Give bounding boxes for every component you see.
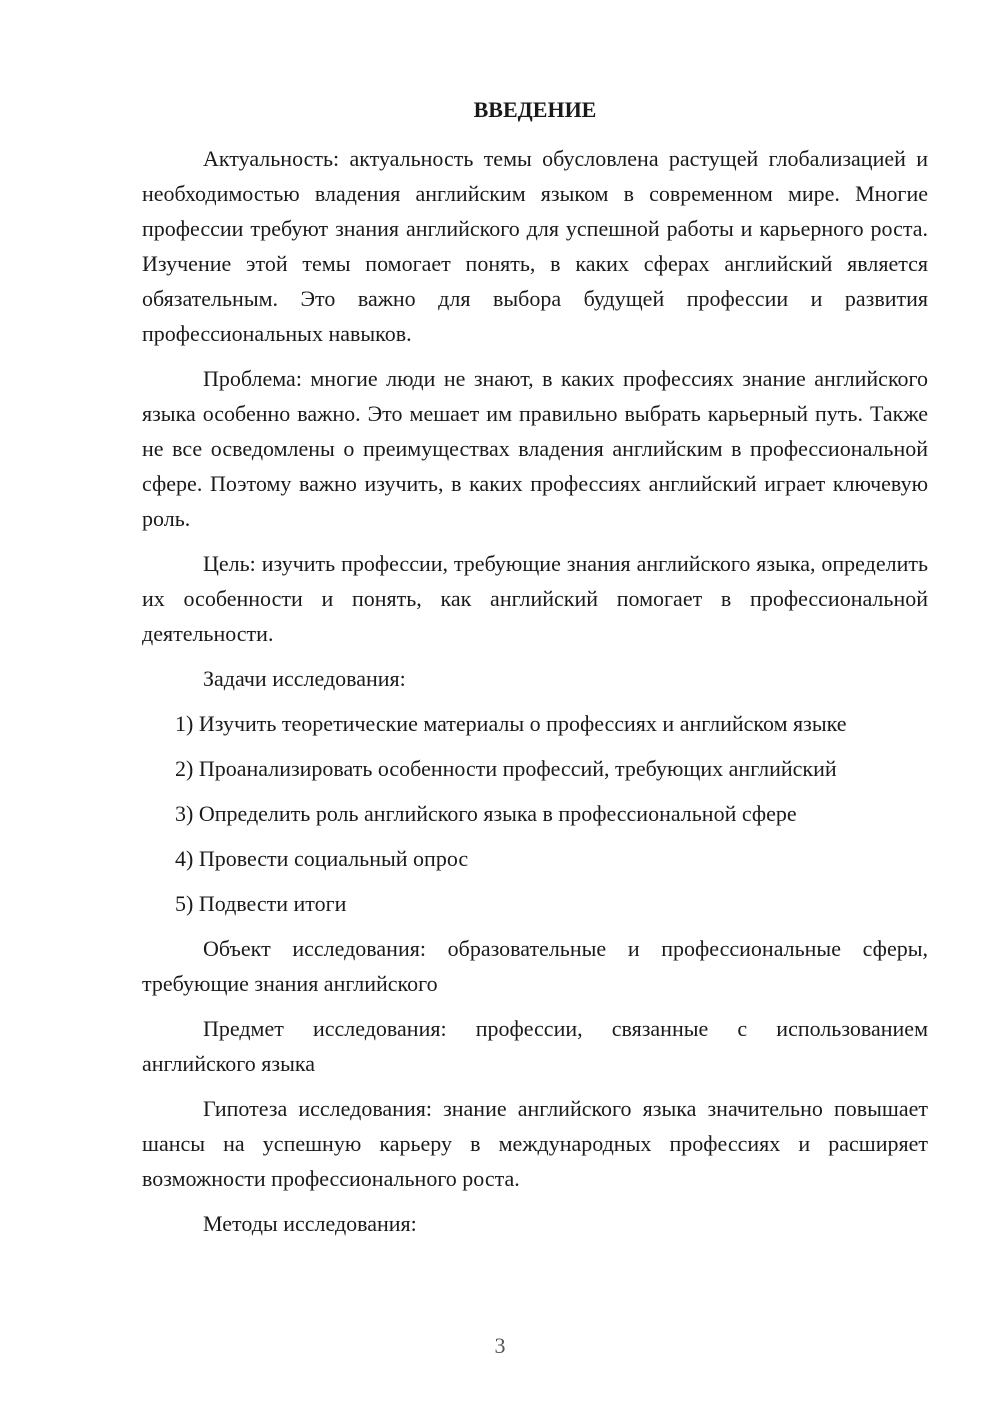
methods-heading: Методы исследования: xyxy=(203,1211,417,1236)
tasks-heading: Задачи исследования: xyxy=(203,666,406,691)
document-page xyxy=(142,95,928,1251)
section-heading: ВВЕДЕНИЕ xyxy=(473,97,597,122)
task-item: 2) Проанализировать особенности профессий, требующих английский xyxy=(175,756,837,781)
paragraph-relevance: Актуальность: актуальность темы обусловлена растущей глобализацией и необходимостью владения английским языком в современном мире. Многие профессии требуют знания английского для успешной работы и карьерного роста. Изучение этой темы помогает понять, в каких сферах английский является обязательным. Это важно для выбора будущей профессии и развития профессиональных навыков. xyxy=(142,146,928,346)
task-item: 5) Подвести итоги xyxy=(175,891,347,916)
paragraph-hypothesis: Гипотеза исследования: знание английского языка значительно повышает шансы на успешную карьеру в международных профессиях и расширяет возможности профессионального роста. xyxy=(142,1096,928,1191)
task-item: 3) Определить роль английского языка в профессиональной сфере xyxy=(175,801,797,826)
page-number: 3 xyxy=(494,1333,506,1358)
paragraph-object: Объект исследования: образовательные и профессиональные сферы, требующие знания английского xyxy=(142,936,928,996)
paragraph-goal: Цель: изучить профессии, требующие знания английского языка, определить их особенности и понять, как английский помогает в профессиональной деятельности. xyxy=(142,551,928,646)
task-item: 4) Провести социальный опрос xyxy=(175,846,469,871)
paragraph-problem: Проблема: многие люди не знают, в каких профессиях знание английского языка особенно важно. Это мешает им правильно выбрать карьерный путь. Также не все осведомлены о преимуществах владения английским в профессиональной сфере. Поэтому важно изучить, в каких профессиях английский играет ключевую роль. xyxy=(142,366,928,531)
paragraph-subject: Предмет исследования: профессии, связанные с использованием английского языка xyxy=(142,1016,928,1076)
task-item: 1) Изучить теоретические материалы о профессиях и английском языке xyxy=(175,711,847,736)
